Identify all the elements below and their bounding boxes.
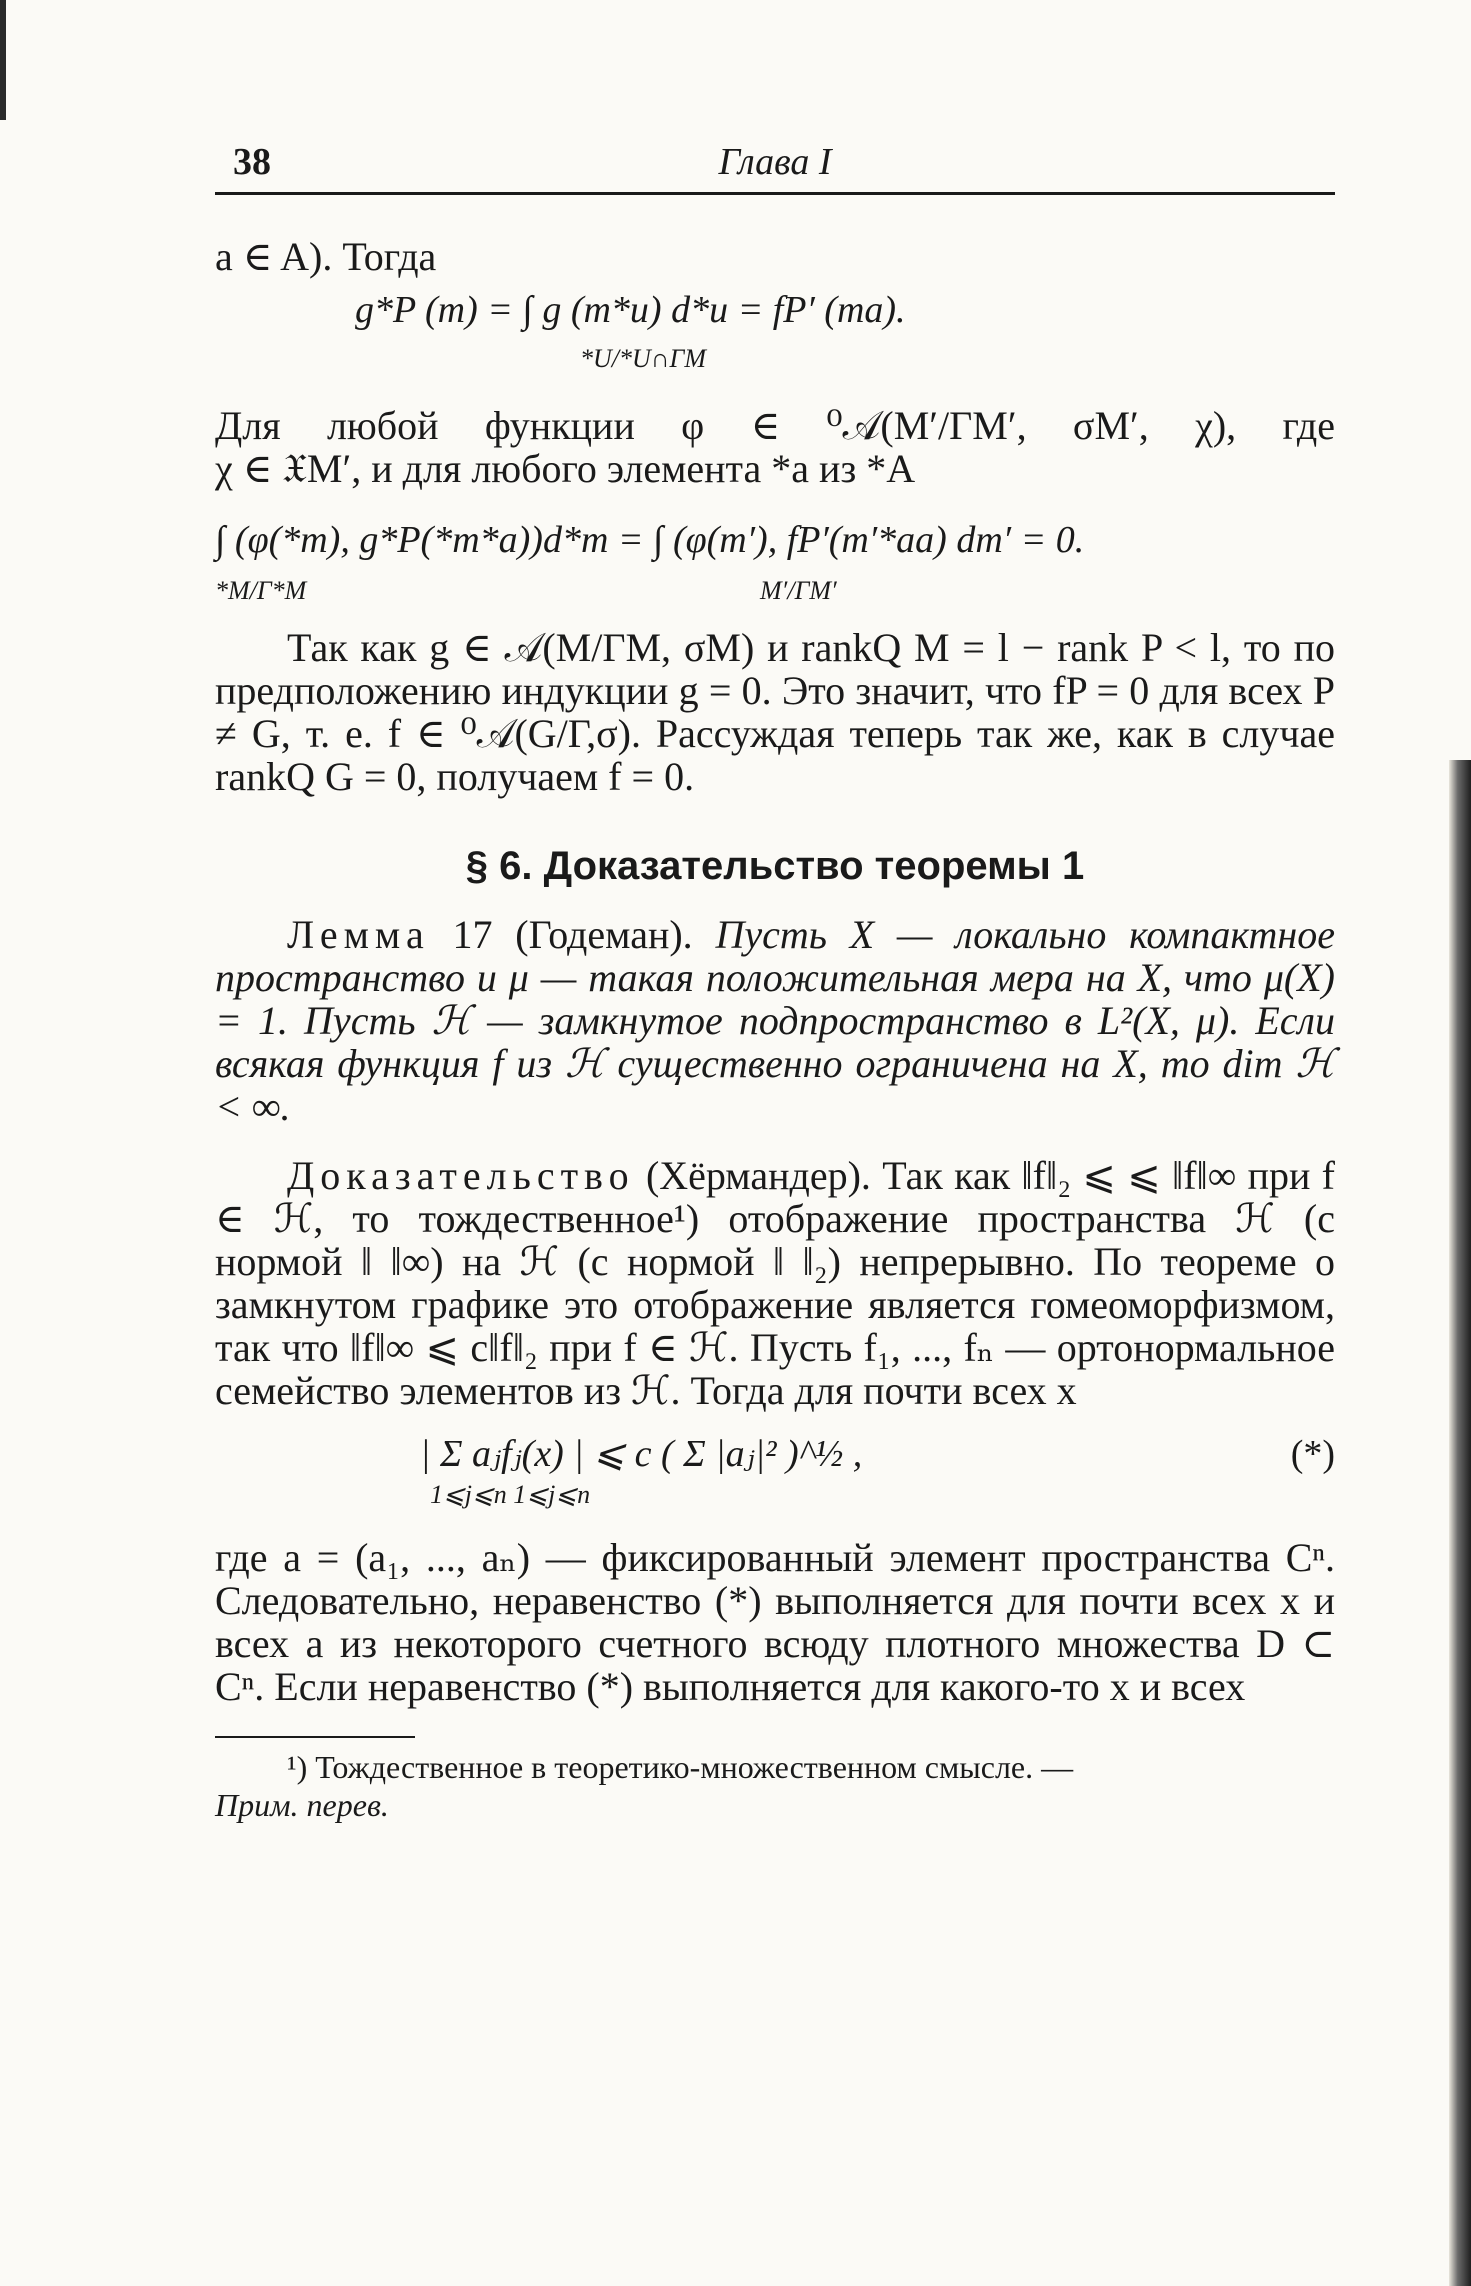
formula-2-main: ∫ (φ(*m), g*P(*m*a))d*m = ∫ (φ(m′), fP′(m′*aa) dm′ = 0. [215,519,1085,561]
lemma-label: Лемма [287,912,430,957]
para-1-line-2: χ ∈ 𝔛M′, и для любого элемента *a из *A [215,446,916,491]
para-1-line-1: Для любой функции φ ∈ ⁰𝒜(M′/ΓM′, σM′, χ), где [215,403,1335,448]
formula-2-limit-right: M′/ΓM′ [760,576,837,605]
page-number: 38 [233,141,271,183]
footnote-note: Прим. перев. [215,1787,389,1823]
book-page [215,130,1335,1824]
footnote-rule [215,1736,415,1738]
formula-1 [215,278,1335,386]
proof-paragraph [215,1154,1335,1412]
section-title: § 6. Доказательство теоремы 1 [465,844,1085,888]
formula-3 [215,1420,1335,1516]
formula-1-limits: *U/*U∩ΓM [580,344,707,373]
formula-3-tag: (*) [1290,1433,1335,1475]
proof-text: (Хёрмандер). Так как ‖f‖₂ ⩽ ⩽ ‖f‖∞ при f ∈ ℋ, то тождественное¹) отображение пространства ℋ (с нормой ‖ ‖∞) на ℋ (с нормой ‖ ‖₂) непрерывно. По теореме о замкнутом графике это отображение является гомеоморфизмом, так что ‖f‖∞ ⩽ c‖f‖₂ при f ∈ ℋ. Пусть f₁, ..., fₙ — ортонормальное семейство элементов из ℋ. Тогда для почти всех x [215,1153,1335,1413]
page-header [215,130,1335,195]
para-2: Так как g ∈ 𝒜(M/ΓM, σM) и rankQ M = l − rank P < l, то по предположению индукции g = 0. Это значит, что fP = 0 для всех P ≠ G, т. е. f ∈ ⁰𝒜(G/Γ,σ). Рассуждая теперь так же, как в случае rankQ G = 0, получаем f = 0. [215,625,1335,799]
formula-1-main: g*P (m) = ∫ g (m*u) d*u = fP′ (ma). [355,289,906,331]
running-head: Глава I [718,141,832,183]
formula-3-limits: 1⩽j⩽n 1⩽j⩽n [430,1480,591,1509]
formula-3-main: | Σ aⱼfⱼ(x) | ⩽ c ( Σ |aⱼ|² )^½ , [420,1433,863,1475]
scan-left-edge [0,0,6,120]
formula-2-limit-left: *M/Γ*M [215,576,307,605]
formula-2 [215,500,1335,612]
para-3: где a = (a₁, ..., aₙ) — фиксированный элемент пространства Cⁿ. Следовательно, неравенство (*) выполняется для почти всех x и всех a из некоторого счетного всюду плотного множества D ⊂ Cⁿ. Если неравенство (*) выполняется для какого-то x и всех [215,1535,1335,1709]
lemma-head: 17 (Годеман). [452,912,693,957]
proof-label: Доказательство [287,1153,635,1198]
scan-right-edge [1449,760,1471,2286]
lemma-paragraph [215,913,1335,1128]
intro-line: a ∈ A). Тогда [215,234,437,279]
lemma-text: Пусть X — локально компактное пространство и μ — такая положительная мера на X, что μ(X) = 1. Пусть ℋ — замкнутое подпространство в L²(X, μ). Если всякая функция f из ℋ существенно ограничена на X, то dim ℋ < ∞. [215,912,1336,1129]
footnote-text: ¹) Тождественное в теоретико-множественном смысле. — [287,1749,1074,1785]
